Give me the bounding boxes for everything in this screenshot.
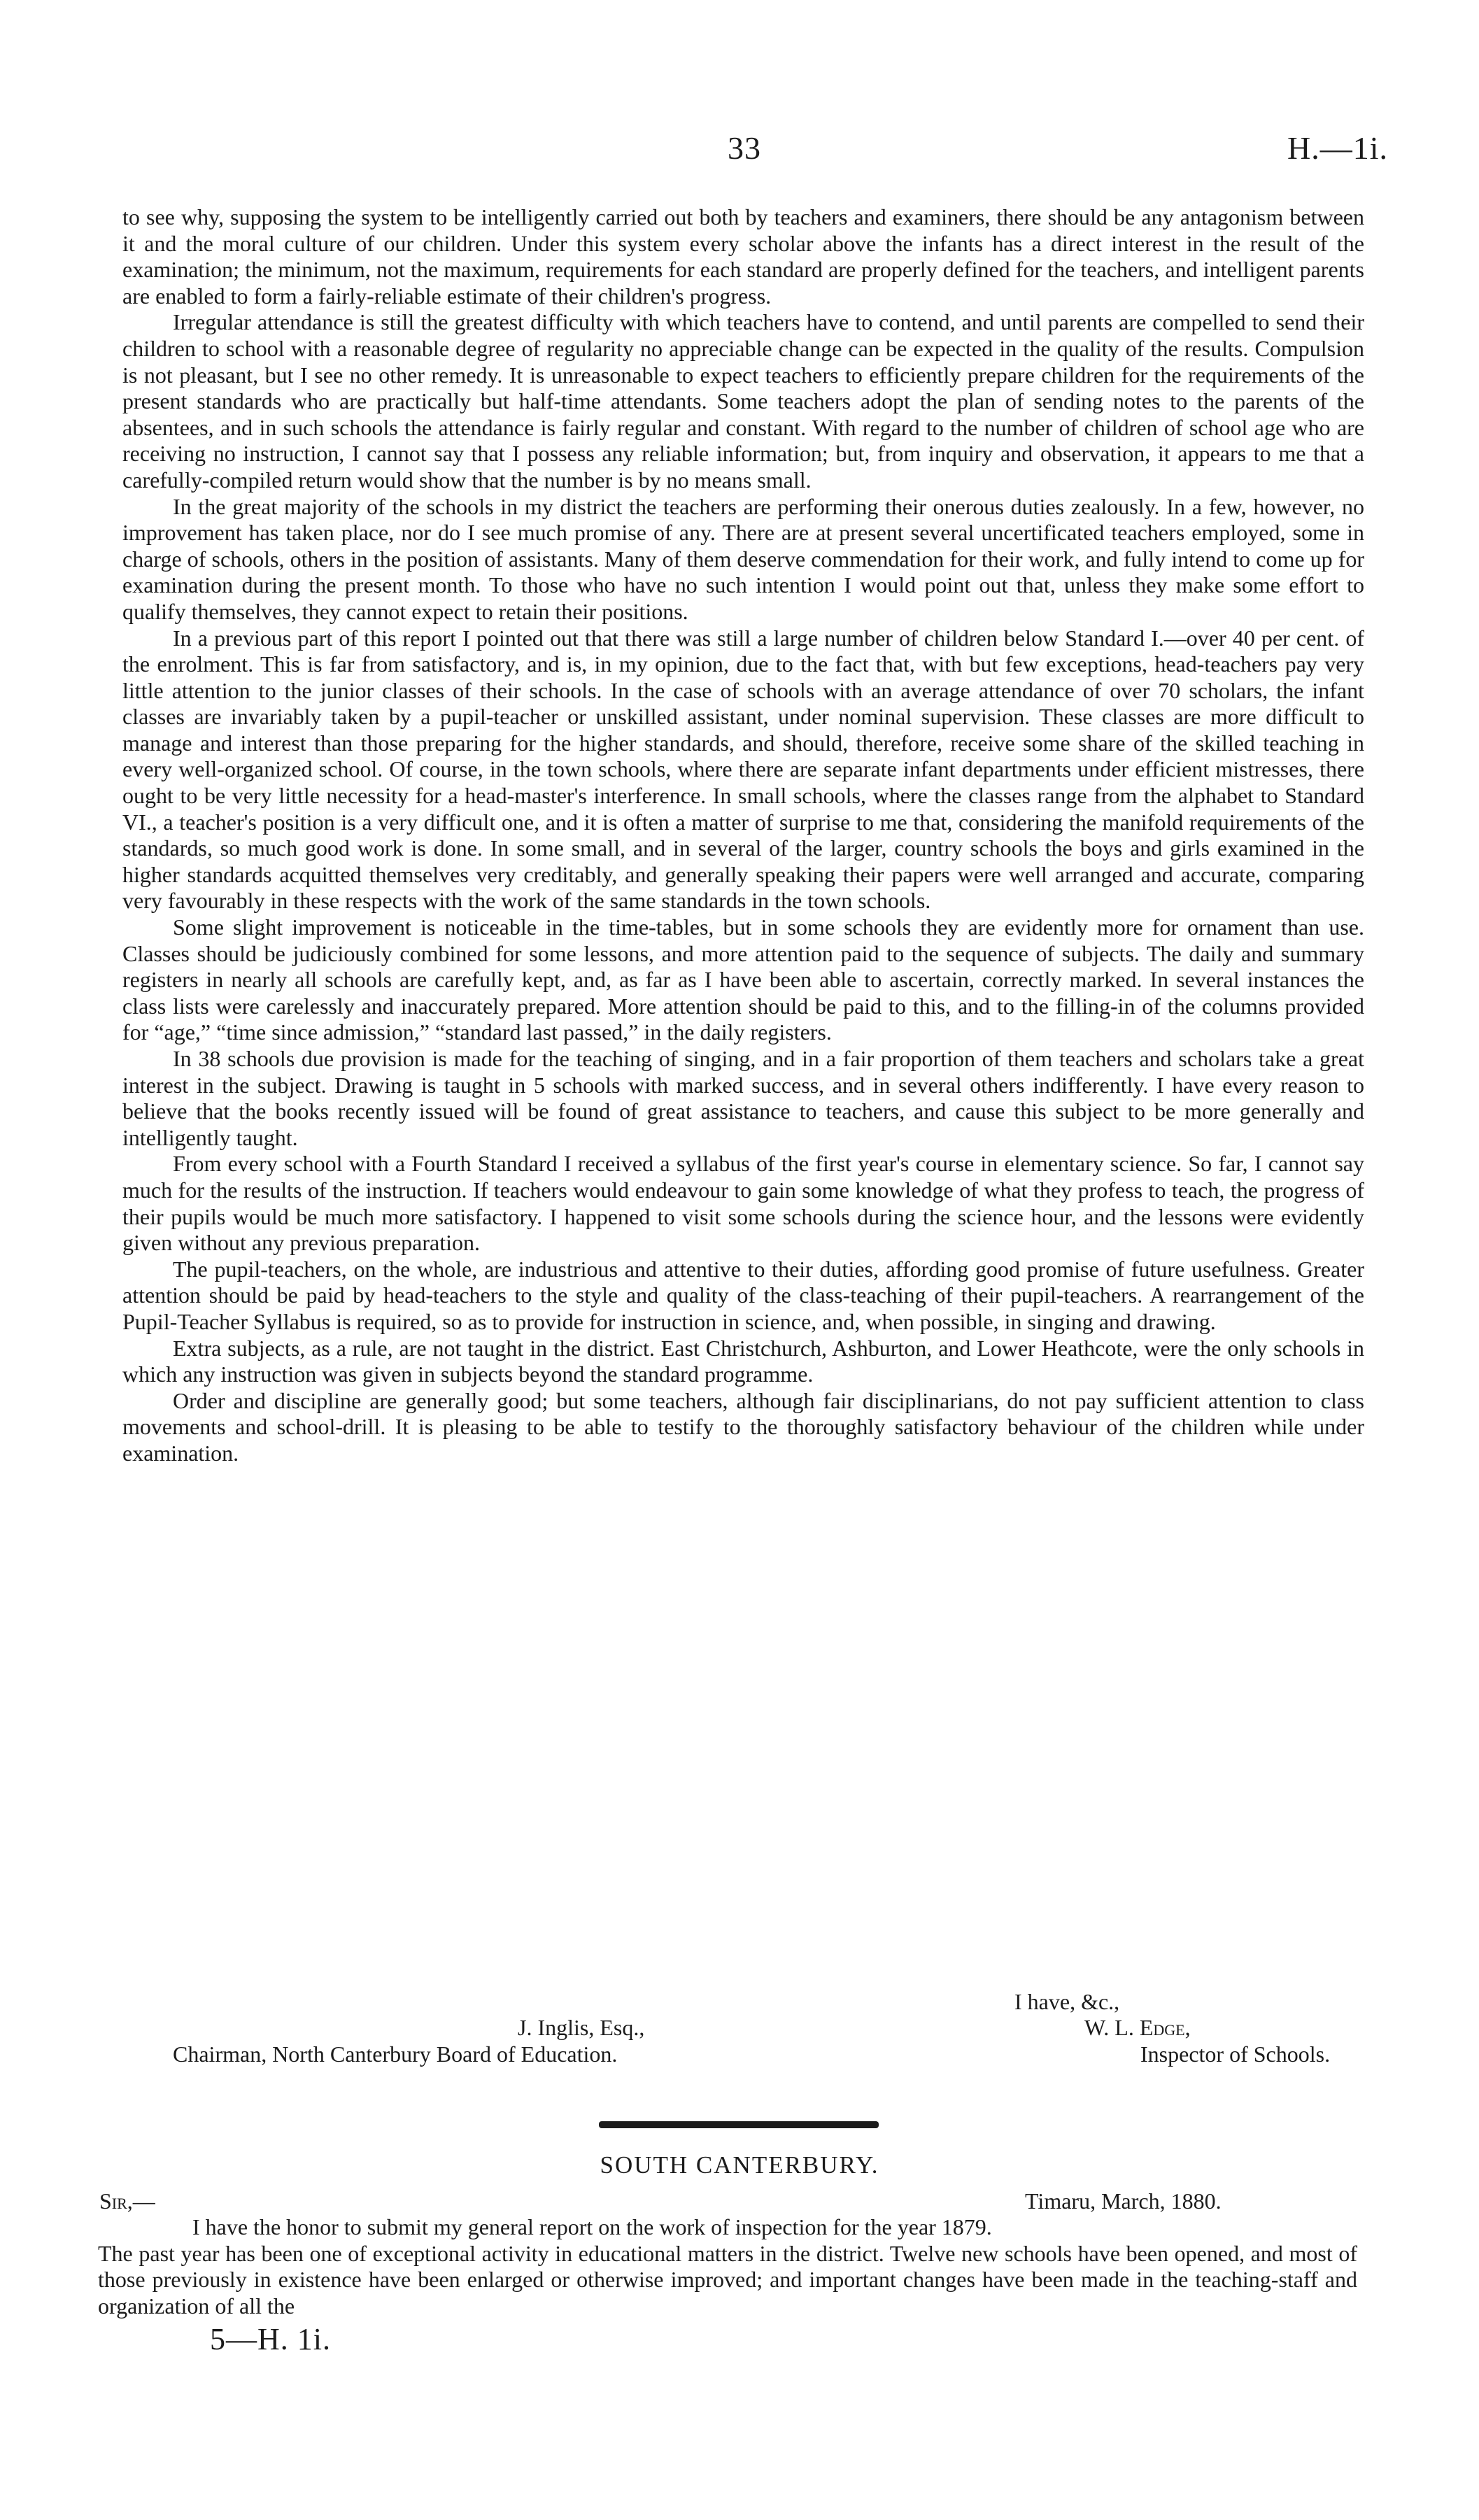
section-heading: SOUTH CANTERBURY. bbox=[600, 2151, 879, 2179]
place-date: Timaru, March, 1880. bbox=[1025, 2188, 1222, 2214]
addressee-title: Chairman, North Canterbury Board of Education. bbox=[173, 2041, 618, 2067]
north-canterbury-report-body bbox=[122, 204, 1364, 1467]
paragraph: I have the honor to submit my general report on the work of inspection for the year 1879. bbox=[192, 2214, 992, 2239]
paragraph: The past year has been one of exceptional activity in educational matters in the district. Twelve new schools have been opened, and most of those previously in existence have been enlarged or otherwise improved; and important changes have been made in the teaching-staff and organization of all the bbox=[98, 2240, 1357, 2319]
addressee-name: J. Inglis, Esq., bbox=[518, 2015, 645, 2040]
paragraph: Extra subjects, as a rule, are not taught in the district. East Christchurch, Ashburton, and Lower Heathcote, were the only schools in which any instruction was given in subjects beyond the standard programme. bbox=[122, 1335, 1364, 1387]
signer-title: Inspector of Schools. bbox=[1140, 2041, 1331, 2067]
signer-name: W. L. Edge, bbox=[1084, 2015, 1191, 2040]
document-code: H.—1i. bbox=[1287, 130, 1388, 166]
printer-signature-mark: 5—H. 1i. bbox=[210, 2322, 331, 2356]
south-canterbury-report-body bbox=[98, 2214, 1357, 2319]
salutation: Sir,— bbox=[99, 2188, 155, 2214]
north-report-signature-block bbox=[122, 1989, 1364, 2094]
paragraph: The pupil-teachers, on the whole, are industrious and attentive to their duties, affording good promise of future usefulness. Greater attention should be paid by head-teachers to the style and quality of the class-teaching of their pupil-teachers. A rearrangement of the Pupil-Teacher Syllabus is required, so as to provide for instruction in science, and, when possible, in singing and drawing. bbox=[122, 1256, 1364, 1334]
page-header bbox=[0, 129, 1479, 178]
paragraph: Irregular attendance is still the greatest difficulty with which teachers have to contend, and until parents are compelled to send their children to school with a reasonable degree of regularity no appreciable change can be expected in the quality of the results. Compulsion is not pleasant, but I see no other remedy. It is unreasonable to expect teachers to efficiently prepare children for the requirements of the present standards who are practically but half-time attendants. Some teachers adopt the plan of sending notes to the parents of the absentees, and in such schools the attendance is fairly regular and constant. With regard to the number of children of school age who are receiving no instruction, I cannot say that I possess any reliable information; but, from inquiry and observation, it appears to me that a carefully-compiled return would show that the number is by no means small. bbox=[122, 309, 1364, 493]
paragraph: to see why, supposing the system to be intelligently carried out both by teachers and examiners, there should be any antagonism between it and the moral culture of our children. Under this system every scholar above the infants has a direct interest in the result of the examination; the minimum, not the maximum, requirements for each standard are properly defined for the teachers, and intelligent parents are enabled to form a fairly-reliable estimate of their children's progress. bbox=[122, 204, 1364, 309]
paragraph: Some slight improvement is noticeable in the time-tables, but in some schools they are evidently more for ornament than use. Classes should be judiciously combined for some lessons, and more attention paid to the sequence of subjects. The daily and summary registers in nearly all schools are carefully kept, and, as far as I have been able to ascertain, correctly marked. In several instances the class lists were carelessly and inaccurately prepared. More attention should be paid to this, and to the filling-in of the columns provided for “age,” “time since admission,” “standard last passed,” in the daily registers. bbox=[122, 914, 1364, 1045]
paragraph: In 38 schools due provision is made for the teaching of singing, and in a fair proportion of them teachers and scholars take a great interest in the subject. Drawing is taught in 5 schools with marked success, and in several others indifferently. I have every reason to believe that the books recently issued will be found of great assistance to teachers, and cause this subject to be more generally and intelligently taught. bbox=[122, 1046, 1364, 1150]
paragraph: Order and discipline are generally good; but some teachers, although fair disciplinarians, do not pay sufficient attention to class movements and school-drill. It is pleasing to be able to testify to the thoroughly satisfactory behaviour of the children while under examination. bbox=[122, 1387, 1364, 1466]
paragraph: From every school with a Fourth Standard I received a syllabus of the first year's course in elementary science. So far, I cannot say much for the results of the instruction. If teachers would endeavour to gain some knowledge of what they profess to teach, the progress of their pupils would be much more satisfactory. I happened to visit some schools during the science hour, and the lessons were evidently given without any previous preparation. bbox=[122, 1151, 1364, 1256]
closing-phrase: I have, &c., bbox=[1014, 1989, 1120, 2014]
paragraph: In a previous part of this report I pointed out that there was still a large number of children below Standard I.—over 40 per cent. of the enrolment. This is far from satisfactory, and is, in my opinion, due to the fact that, with but few exceptions, head-teachers pay very little attention to the junior classes of their schools. In the case of schools with an average attendance of over 70 scholars, the infant classes are invariably taken by a pupil-teacher or unskilled assistant, under nominal supervision. These classes are more difficult to manage and interest than those preparing for the higher standards, and should, therefore, receive some share of the skilled teaching in every well-organized school. Of course, in the town schools, where there are separate infant departments under efficient mistresses, there ought to be very little necessity for a head-master's interference. In small schools, where the classes range from the alphabet to Standard VI., a teacher's position is a very difficult one, and it is often a matter of surprise to me that, considering the manifold requirements of the standards, so much good work is done. In some small, and in several of the larger, country schools the boys and girls examined in the higher standards acquitted themselves very creditably, and generally speaking their papers were well arranged and accurate, comparing very favourably in these respects with the work of the same standards in the town schools. bbox=[122, 625, 1364, 914]
page-number: 33 bbox=[728, 130, 761, 166]
section-divider-rule bbox=[599, 2121, 879, 2128]
paragraph: In the great majority of the schools in my district the teachers are performing their onerous duties zealously. In a few, however, no improvement has taken place, nor do I see much promise of any. There are at present several uncertificated teachers employed, some in charge of schools, others in the position of assistants. Many of them deserve commendation for their work, and fully intend to come up for examination during the present month. To those who have no such intention I would point out that, unless they make some effort to qualify themselves, they cannot expect to retain their positions. bbox=[122, 493, 1364, 624]
